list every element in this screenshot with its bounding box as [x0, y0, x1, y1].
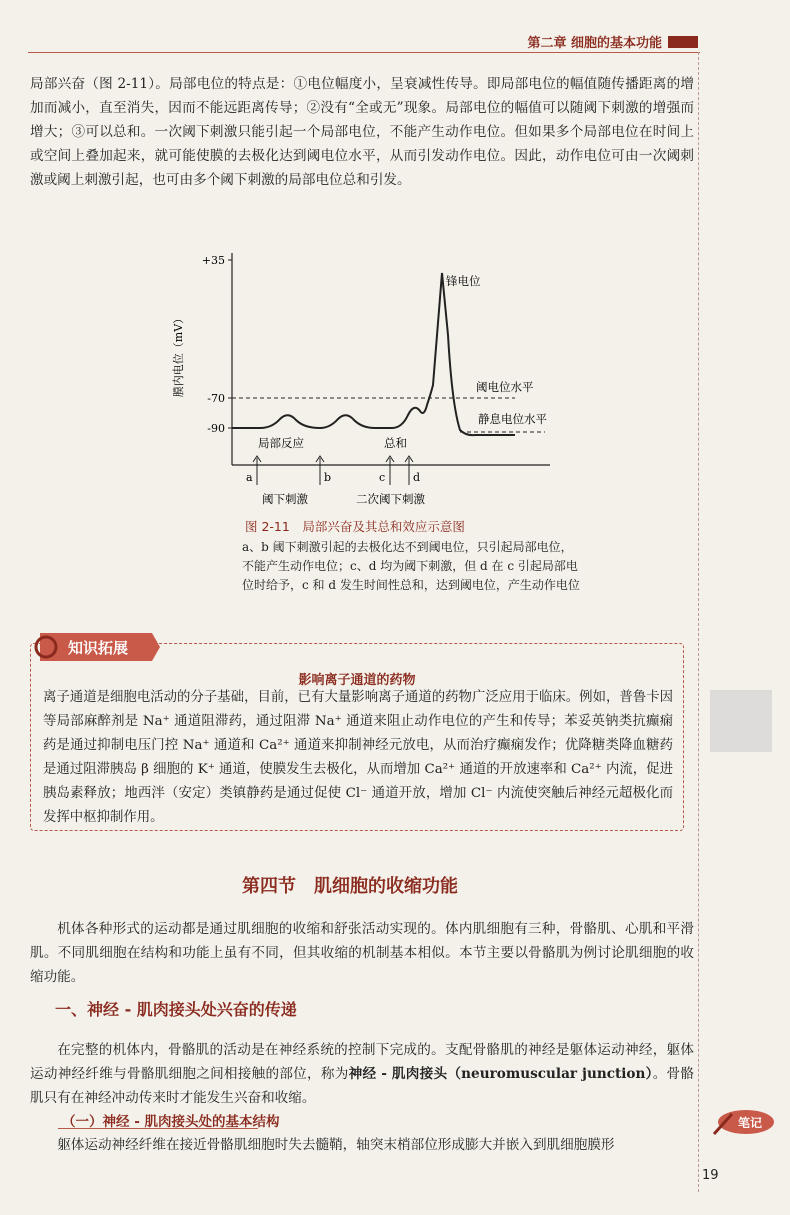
paragraph-local-excitation — [30, 72, 694, 192]
subthreshold-stimulus-label: 阈下刺激 — [262, 492, 308, 506]
page-number: 19 — [702, 1168, 719, 1183]
heading-neuromuscular-transmission: 一、神经 - 肌肉接头处兴奋的传递 — [55, 1000, 297, 1019]
section-title: 第四节 肌细胞的收缩功能 — [242, 876, 458, 897]
stimulus-arrows — [253, 456, 413, 485]
figure-caption: 图 2-11 局部兴奋及其总和效应示意图 — [245, 519, 465, 534]
tick-label-35: +35 — [201, 254, 225, 267]
chapter-title: 第二章 细胞的基本功能 — [527, 36, 662, 51]
tick-label-90: -90 — [207, 422, 225, 435]
margin-line — [698, 52, 700, 1192]
notes-badge — [706, 1100, 776, 1140]
two-subthreshold-stimuli-label: 二次阈下刺激 — [356, 492, 425, 506]
label-a: a — [246, 471, 253, 484]
term-neuromuscular-junction: 神经 - 肌肉接头（neuromuscular junction） — [348, 1066, 653, 1082]
y-axis-label: 膜内电位（mV） — [172, 312, 185, 398]
figure-2-11 — [170, 245, 570, 515]
qr-code-image — [710, 690, 772, 752]
label-d: d — [413, 471, 421, 484]
header-rule — [28, 52, 700, 53]
spike-label: 锋电位 — [446, 274, 481, 288]
heading-basic-structure: （一）神经 - 肌肉接头处的基本结构 — [62, 1114, 280, 1130]
paragraph-text: 局部兴奋（图 2-11）。局部电位的特点是：①电位幅度小，呈衰减性传导。即局部电位的幅值随传播距离的增加而减小，直至消失，因而不能远距离传导；②没有“全或无”现象。局部电位的幅值可以随阈下刺激的增强而增大；③可以总和。一次阈下刺激只能引起一个局部电位，不能产生动作电位。但如果多个局部电位在时间上或空间上叠加起来，就可能使膜的去极化达到阈电位水平，从而引发动作电位。因此，动作电位可由一次阈刺激或阈上刺激引起，也可由多个阈下刺激的局部电位总和引发。 — [30, 76, 694, 188]
box-title: 影响离子通道的药物 — [298, 673, 416, 688]
tick-label-70: -70 — [207, 392, 225, 405]
label-c: c — [379, 471, 386, 484]
summation-label: 总和 — [384, 436, 407, 450]
figure-note: a、b 阈下刺激引起的去极化达不到阈电位，只引起局部电位，不能产生动作电位；c、d 均为阈下刺激，但 d 在 c 引起局部电位时给予，c 和 d 发生时间性总和，达到阈电位，产生动作电位 — [242, 540, 580, 592]
box-text: 离子通道是细胞电活动的分子基础，目前，已有大量影响离子通道的药物广泛应用于临床。例如，普鲁卡因等局部麻醉剂是 Na⁺ 通道阻滞药，通过阻滞 Na⁺ 通道来阻止动作电位的产生和传导；苯妥英钠类抗癫痫药是通过抑制电压门控 Na⁺ 通道和 Ca²⁺ 通道来抑制神经元放电，从而治疗癫痫发作；优降糖类降血糖药是通过阻滞胰岛 β 细胞的 K⁺ 通道，使膜发生去极化，从而增加 Ca²⁺ 通道的开放速率和 Ca²⁺ 内流，促进胰岛素释放；地西泮（安定）类镇静药是通过促使 Cl⁻ 通道开放，增加 Cl⁻ 内流使突触后神经元超极化而发挥中枢抑制作用。 — [43, 690, 673, 825]
paragraph-structure: 躯体运动神经纤维在接近骨骼肌细胞时失去髓鞘，轴突末梢部位形成膨大并嵌入到肌细胞膜形 — [57, 1137, 615, 1153]
resting-label: 静息电位水平 — [478, 412, 547, 426]
membrane-potential-curve — [232, 273, 515, 435]
header-bar — [668, 36, 698, 48]
notes-label: 笔记 — [738, 1116, 763, 1130]
paragraph-text-b: 。骨骼肌只有在神经冲动传来时才能发生兴奋和收缩。 — [30, 1066, 695, 1106]
label-b: b — [324, 471, 332, 484]
badge-label: 知识拓展 — [68, 639, 129, 657]
heading-underline — [58, 1128, 258, 1129]
paragraph-text-a: 在完整的机体内，骨骼肌的活动是在神经系统的控制下完成的。支配骨骼肌的神经是躯体运动神经，躯体运动神经纤维与骨骼肌细胞之间相接触的部位，称为 — [30, 1042, 694, 1082]
page-header — [0, 28, 790, 68]
knowledge-extension-badge — [30, 625, 160, 665]
threshold-label: 阈电位水平 — [476, 380, 534, 394]
knowledge-extension-box — [30, 643, 684, 831]
paragraph-muscle-intro: 机体各种形式的运动都是通过肌细胞的收缩和舒张活动实现的。体内肌细胞有三种，骨骼肌、心肌和平滑肌。不同肌细胞在结构和功能上虽有不同，但其收缩的机制基本相似。本节主要以骨骼肌为例讨论肌细胞的收缩功能。 — [30, 921, 694, 985]
paragraph-neuromuscular-junction — [30, 1038, 694, 1110]
local-response-label: 局部反应 — [258, 436, 304, 450]
